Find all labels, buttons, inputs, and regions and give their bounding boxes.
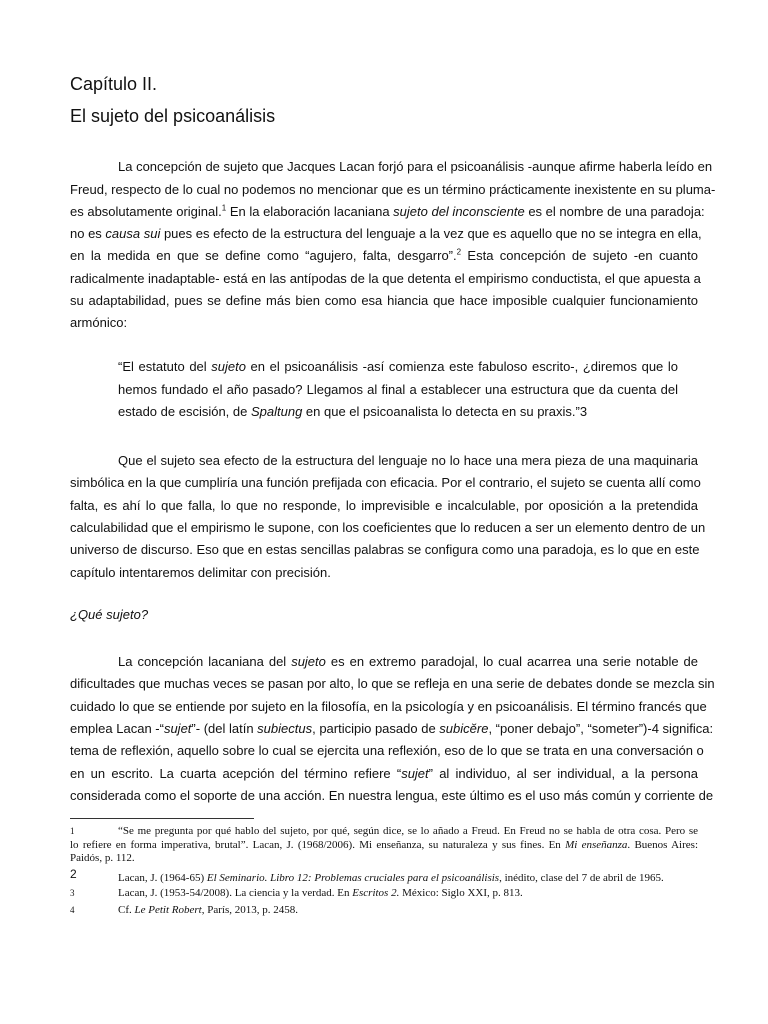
footnote-ref[interactable]: 2	[456, 247, 462, 257]
text-run: falta, es ahí lo que falla, lo que no responde, lo imprevisible e incalculable, por oposición a la pretendida	[70, 498, 698, 513]
text-line	[70, 519, 706, 537]
text-run: universo de discurso. Eso que en estas sencillas palabras se configura como una paradoja, es lo que en este	[70, 542, 700, 557]
text-run: La concepción lacaniana del	[118, 654, 292, 669]
text-run: tema de reflexión, aquello sobre lo cual se ejercita una reflexión, eso de lo que se trata en una conversación o	[70, 743, 704, 758]
text-run: cuidado lo que se entiende por sujeto en la filosofía, en la psicología y en psicoanálisis. El término francés que	[70, 699, 707, 714]
italic-run: subicĕre	[439, 721, 489, 736]
text-line	[70, 247, 698, 265]
footnote-text	[118, 904, 698, 917]
footnote-separator	[70, 818, 254, 819]
italic-run: sujeto del inconsciente	[393, 204, 525, 219]
text-run: hemos fundado el año pasado? Llegamos al final a establecer una estructura que da cuenta del	[118, 382, 678, 397]
italic-run: sujet	[163, 721, 192, 736]
text-run: Que el sujeto sea efecto de la estructura del lenguaje no lo hace una mera pieza de una maquinaria	[118, 453, 698, 468]
text-run: “El estatuto del	[118, 359, 212, 374]
text-run: en la medida en que se define como “agujero, falta, desgarro”.	[70, 248, 457, 263]
footnote-text	[70, 839, 698, 852]
text-line	[70, 675, 715, 693]
footnote-ref[interactable]: 1	[221, 203, 227, 213]
text-run: calculabilidad que el empirismo le supone, con los coeficientes que lo reducen a ser un elemento dentro de un	[70, 520, 706, 535]
text-run: capítulo intentaremos delimitar con precisión.	[70, 565, 331, 580]
text-run: . Buenos Aires:	[627, 839, 698, 851]
footnote-number: 4	[70, 905, 75, 915]
italic-run: sujeto	[211, 359, 246, 374]
footnote-4	[70, 904, 698, 918]
text-run: estado de escisión, de	[118, 404, 251, 419]
text-line	[118, 358, 678, 376]
footnote-1	[70, 825, 698, 865]
text-line	[70, 765, 698, 783]
text-run: no es	[70, 226, 106, 241]
italic-run: Le Petit Robert	[134, 904, 202, 916]
text-line	[70, 314, 698, 332]
section-heading: ¿Qué sujeto?	[70, 607, 149, 622]
text-line	[70, 292, 698, 310]
text-run: es absolutamente original.	[70, 204, 222, 219]
text-run: Lacan, J. (1964-65)	[118, 872, 207, 884]
text-line	[118, 452, 698, 470]
text-run: pues es efecto de la estructura del lenguaje a la vez que es aquello que no se integra en ella,	[160, 226, 702, 241]
footnote-2	[70, 867, 698, 884]
text-run: ” al individuo, al ser individual, a la persona	[428, 766, 698, 781]
text-run: simbólica en la que cumpliría una función prefijada con eficacia. Por el contrario, el sujeto se cuenta allí como	[70, 475, 701, 490]
text-line	[70, 474, 701, 492]
text-run: Lacan, J. (1953-54/2008). La ciencia y la verdad. En	[118, 887, 353, 899]
text-line	[118, 381, 678, 399]
text-line	[70, 787, 714, 805]
text-run: , inédito, clase del 7 de abril de 1965.	[499, 872, 664, 884]
italic-run: El Seminario. Libro 12: Problemas cruciales para el psicoanálisis	[206, 872, 500, 884]
chapter-title: Capítulo II.	[70, 74, 158, 94]
text-run: , “poner debajo”, “someter”)-4 significa:	[488, 721, 714, 736]
text-run: es en extremo paradojal, lo cual acarrea una serie notable de	[325, 654, 699, 669]
footnote-text: “Se me pregunta por qué hablo del sujeto, por qué, según dice, se lo añado a Freud. En Freud no se habla de otra cosa. Pero se	[118, 825, 698, 837]
footnote-number: 1	[70, 826, 75, 836]
text-run: , participio pasado de	[312, 721, 440, 736]
text-line	[118, 653, 698, 671]
text-run: en el psicoanálisis -así comienza este fabuloso escrito-, ¿diremos que lo	[245, 359, 678, 374]
text-line	[118, 403, 678, 421]
italic-run: sujeto	[291, 654, 326, 669]
text-run: Freud, respecto de lo cual no podemos no mencionar que es un término prácticamente inexistente en su pluma-	[70, 182, 716, 197]
text-run: en un escrito. La cuarta acepción del término refiere “	[70, 766, 402, 781]
italic-run: Escritos 2.	[352, 887, 400, 899]
text-line	[70, 203, 705, 221]
text-run: su adaptabilidad, pues se define más bien como esa hiancia que hace imposible cualquier funcionamiento	[70, 293, 698, 308]
text-line	[70, 541, 698, 559]
text-line	[70, 497, 698, 515]
text-run: La concepción de sujeto que Jacques Lacan forjó para el psicoanálisis -aunque afirme haberla leído en	[118, 159, 713, 174]
text-run: Cf.	[118, 904, 135, 916]
text-run: ”- (del latín	[191, 721, 258, 736]
footnote-number: 3	[70, 888, 75, 898]
footnote-number: 2	[70, 867, 77, 881]
text-line	[118, 158, 713, 176]
text-line	[70, 564, 698, 582]
text-run: armónico:	[70, 315, 128, 330]
text-run: considerada como el soporte de una acción. En nuestra lengua, este último es el uso más común y corriente de	[70, 788, 714, 803]
text-line	[70, 742, 704, 760]
text-run: En la elaboración lacaniana	[226, 204, 394, 219]
text-run: México: Siglo XXI, p. 813.	[399, 887, 523, 899]
text-line	[70, 181, 716, 199]
text-run: emplea Lacan -“	[70, 721, 164, 736]
text-run: radicalmente inadaptable- está en las antípodas de la que detenta el empirismo conductista, el que apuesta a	[70, 271, 701, 286]
text-run: en que el psicoanalista lo detecta en su praxis.”3	[302, 404, 588, 419]
text-run: , París, 2013, p. 2458.	[201, 904, 298, 916]
italic-run: subiectus	[257, 721, 313, 736]
text-line	[70, 698, 707, 716]
italic-run: sujet	[401, 766, 429, 781]
italic-run: Spaltung	[250, 404, 303, 419]
chapter-subtitle: El sujeto del psicoanálisis	[70, 106, 276, 126]
text-line	[70, 720, 714, 738]
text-run: Esta concepción de sujeto -en cuanto	[461, 248, 698, 263]
footnote-3	[70, 887, 698, 901]
text-run: dificultades que muchas veces se pasan por alto, lo que se refleja en una serie de debates donde se mezcla sin	[70, 676, 715, 691]
text-line	[70, 270, 701, 288]
footnote-text: Paidós, p. 112.	[70, 852, 135, 864]
text-run: lo refiere en forma imperativa, brutal”. Lacan, J. (1968/2006). Mi enseñanza, su naturaleza y sus fines. En	[70, 839, 566, 851]
text-line	[70, 225, 702, 243]
italic-run: Mi enseñanza	[565, 839, 628, 851]
footnote-text	[118, 887, 698, 900]
footnote-text	[118, 872, 698, 885]
text-run: es el nombre de una paradoja:	[524, 204, 705, 219]
italic-run: causa sui	[105, 226, 161, 241]
